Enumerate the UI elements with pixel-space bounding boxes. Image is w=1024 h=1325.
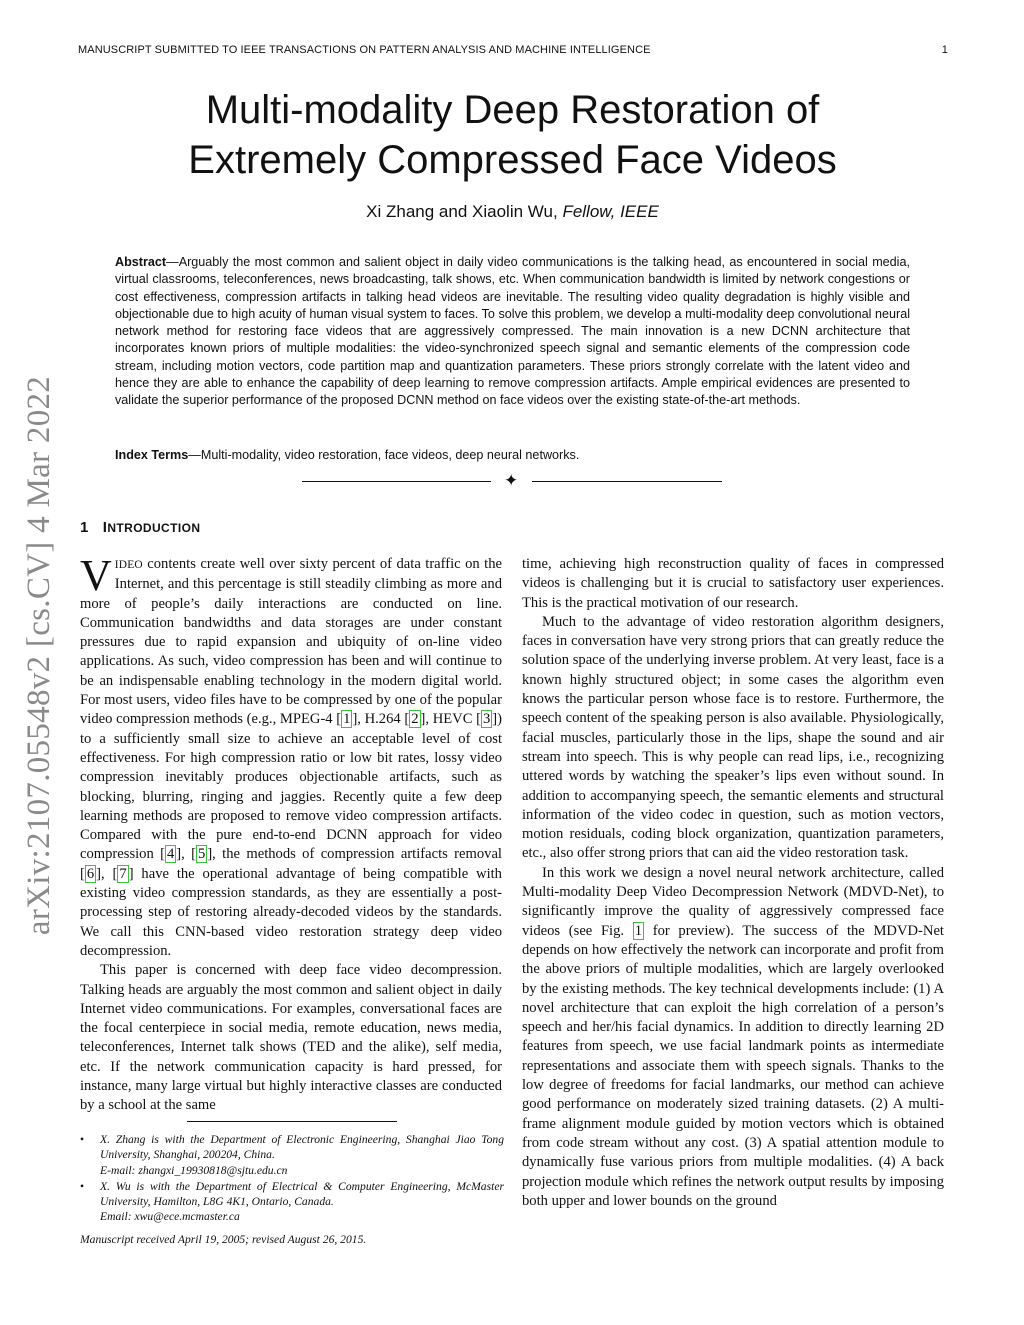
footnote-item xyxy=(80,1179,504,1225)
footnote-rule xyxy=(187,1121,397,1122)
body-text: ] have the operational advantage of being compatible with existing video compression standards, as they are essentially a post-processing step of restoring already-decoded videos by the standards. We call this CNN-based video restoration strategy deep video decompression. xyxy=(80,865,502,959)
email-text: E-mail: zhangxi_19930818@sjtu.edu.cn xyxy=(100,1163,288,1177)
section-initial: I xyxy=(102,519,108,536)
body-text: for preview). The success of the MDVD-Net depends on how effectively the network can incorporate and profit from the above priors of multiple modalities, which are largely overlooked by the existing methods. The key technical developments include: (1) A novel architecture that can exploit the high correlation of a person’s speech and her/his facial dynamics. In addition to directly learning 2D features from speech, we use facial landmark points as intermediate representations and associate them with speech signals. Thanks to the low degree of freedoms for facial landmarks, our method can achieve good performance on moderately sized training datasets. (2) A multi-frame alignment module guided by motion vectors which is obtained from code stream without any cost. (3) A spatial attention module to dynamically fuse various priors from multiple modalities. (4) A back projection module which refines the network output results by imposing both upper and lower bounds on the ground xyxy=(522,922,944,1209)
index-terms-text: —Multi-modality, video restoration, face videos, deep neural networks. xyxy=(188,448,580,462)
citation-link[interactable]: 5 xyxy=(198,846,206,863)
section-number: 1 xyxy=(80,519,89,536)
body-text: ], HEVC [ xyxy=(420,711,481,728)
title-line-2: Extremely Compressed Face Videos xyxy=(188,138,837,182)
right-column xyxy=(522,555,944,1211)
running-title: MANUSCRIPT SUBMITTED TO IEEE TRANSACTIONS ON PATTERN ANALYSIS AND MACHINE INTELLIGENCE xyxy=(78,44,651,56)
drop-cap: V xyxy=(80,551,112,600)
email-text: Email: xwu@ece.mcmaster.ca xyxy=(100,1210,240,1224)
citation-link[interactable]: 6 xyxy=(86,865,95,882)
footnotes xyxy=(80,1132,504,1226)
author-title: Fellow, IEEE xyxy=(562,202,659,221)
page-number: 1 xyxy=(941,44,948,56)
abstract xyxy=(115,254,910,410)
intro-paragraph-3: Much to the advantage of video restoration algorithm designers, faces in conversation have very strong priors that can greatly reduce the solution space of the underlying inverse problem. At very least, face is a known highly structured object; in some cases the algorithm even knows the particular person whose face is to restore. Furthermore, the speech content of the speaking person is also available. Physiologically, facial muscles, particularly those in the lips, shape the sound and air stream into speech. This is why people can read lips, i.e., recognizing uttered words by watching the speaker’s lips even without sound. In addition to accompanying speech, the semantic elements and structural information of the video codec in question, such as motion vectors, motion residuals, coding block organization, quantization parameters, etc., also offer strong priors that can aid the video restoration task. xyxy=(522,613,944,862)
index-terms xyxy=(115,447,910,464)
opening-word: IDEO xyxy=(114,559,143,571)
body-text: contents create well over sixty percent of data traffic on the Internet, and this percentage is still steadily climbing as more and more of people’s daily interactions are conducted on line. Communication bandwidths and data storages are under constant pressures due to rapid expansion and ubiquity of on-line video applications. As such, video compression has been and will continue to be an indispensable enabling technology in the modern digital world. For most users, video files have to be compressed by one of the popular video compression methods (e.g., MPEG-4 [ xyxy=(80,556,502,728)
intro-paragraph-1 xyxy=(80,551,502,961)
affiliation-text: X. Zhang is with the Department of Electronic Engineering, Shanghai Jiao Tong University, Shanghai, 200204, China. xyxy=(100,1133,504,1162)
intro-paragraph-continued: time, achieving high reconstruction quality of faces in compressed videos is challenging but it is crucial to satisfactory user experiences. This is the practical motivation of our research. xyxy=(522,556,944,611)
intro-paragraph-4 xyxy=(522,864,944,1211)
body-text: ]) to a sufficiently small size to achieve an acceptable level of cost effectiveness. For high compression ratio or low bit rates, lossy video compression inevitably produces objectionable artifacts, such as blocking, blurring, ringing and jaggies. Recently quite a few deep learning methods are proposed to remove video compression artifacts. Compared with the pure end-to-end DCNN approach for video compression [ xyxy=(80,711,502,863)
intro-paragraph-2: This paper is concerned with deep face video decompression. Talking heads are arguably the most common and salient object in daily Internet video communications. For examples, conversational faces are the focal centerpiece in social media, remote education, news media, teleconferences, Internet talk shows (TED and the alike), self media, etc. If the network communication capacity is hard pressed, for instance, many large virtual but highly interactive classes are conducted by a school at the same xyxy=(80,962,502,1114)
arxiv-id[interactable]: arXiv:2107.05548v2 [cs.CV] 4 Mar 2022 xyxy=(21,375,58,935)
figure-link[interactable]: 1 xyxy=(634,922,643,939)
arxiv-stamp xyxy=(10,355,70,955)
footnote-item xyxy=(80,1132,504,1178)
body-text: ], H.264 [ xyxy=(352,711,410,728)
title-line-1: Multi-modality Deep Restoration of xyxy=(205,88,820,132)
separator-rule-right xyxy=(532,481,722,482)
citation-link[interactable]: 4 xyxy=(166,846,175,863)
running-head xyxy=(78,44,948,56)
body-text: ], [ xyxy=(96,865,118,882)
index-terms-label: Index Terms xyxy=(115,448,189,462)
paper-title xyxy=(80,85,945,185)
author-names: Xi Zhang and Xiaolin Wu, xyxy=(366,202,558,221)
citation-link[interactable]: 2 xyxy=(411,711,419,728)
section-title-rest: NTRODUCTION xyxy=(107,521,201,535)
citation-link[interactable]: 1 xyxy=(343,711,351,728)
separator-diamond-icon: ✦ xyxy=(504,471,519,490)
citation-link[interactable]: 7 xyxy=(119,865,127,882)
author-line xyxy=(80,202,945,222)
citation-link[interactable]: 3 xyxy=(482,711,491,728)
affiliation-text: X. Wu is with the Department of Electrical & Computer Engineering, McMaster University, Hamilton, L8G 4K1, Ontario, Canada. xyxy=(100,1179,504,1209)
manuscript-received-note: Manuscript received April 19, 2005; revised August 26, 2015. xyxy=(80,1233,367,1246)
bullet-icon: • xyxy=(80,1133,85,1146)
body-text: In this work we design a novel neural network architecture, called Multi-modality Deep Video Decompression Network (MDVD-Net), to significantly improve the quality of aggressively compressed face videos (see Fig. xyxy=(522,864,944,939)
bullet-icon: • xyxy=(80,1179,85,1193)
left-column xyxy=(80,551,502,1116)
section-heading xyxy=(80,519,200,536)
abstract-label: Abstract xyxy=(115,255,167,269)
body-text: ], [ xyxy=(176,846,197,863)
separator-rule-left xyxy=(302,481,491,482)
body-text: ], the methods of compression artifacts removal [ xyxy=(80,846,502,882)
abstract-text: —Arguably the most common and salient object in daily video communications is the talking head, as encountered in social media, virtual classrooms, teleconferences, news broadcasting, talk shows, etc. When communication bandwidth is limited by network congestions or cost effectiveness, compression artifacts in talking head videos are inevitable. The resulting video quality degradation is highly visible and objectionable due to high acuity of human visual system to faces. To solve this problem, we develop a multi-modality deep convolutional neural network method for restoring face videos that are aggressively compressed. The main innovation is a new DCNN architecture that incorporates known priors of multiple modalities: the video-synchronized speech signal and semantic elements of the compression code stream, including motion vectors, code partition map and quantization parameters. These priors strongly correlate with the latent video and hence they are able to enhance the capability of deep learning to remove compression artifacts. Ample empirical evidences are presented to validate the superior performance of the proposed DCNN method on face videos over the existing state-of-the-art methods. xyxy=(115,255,910,408)
